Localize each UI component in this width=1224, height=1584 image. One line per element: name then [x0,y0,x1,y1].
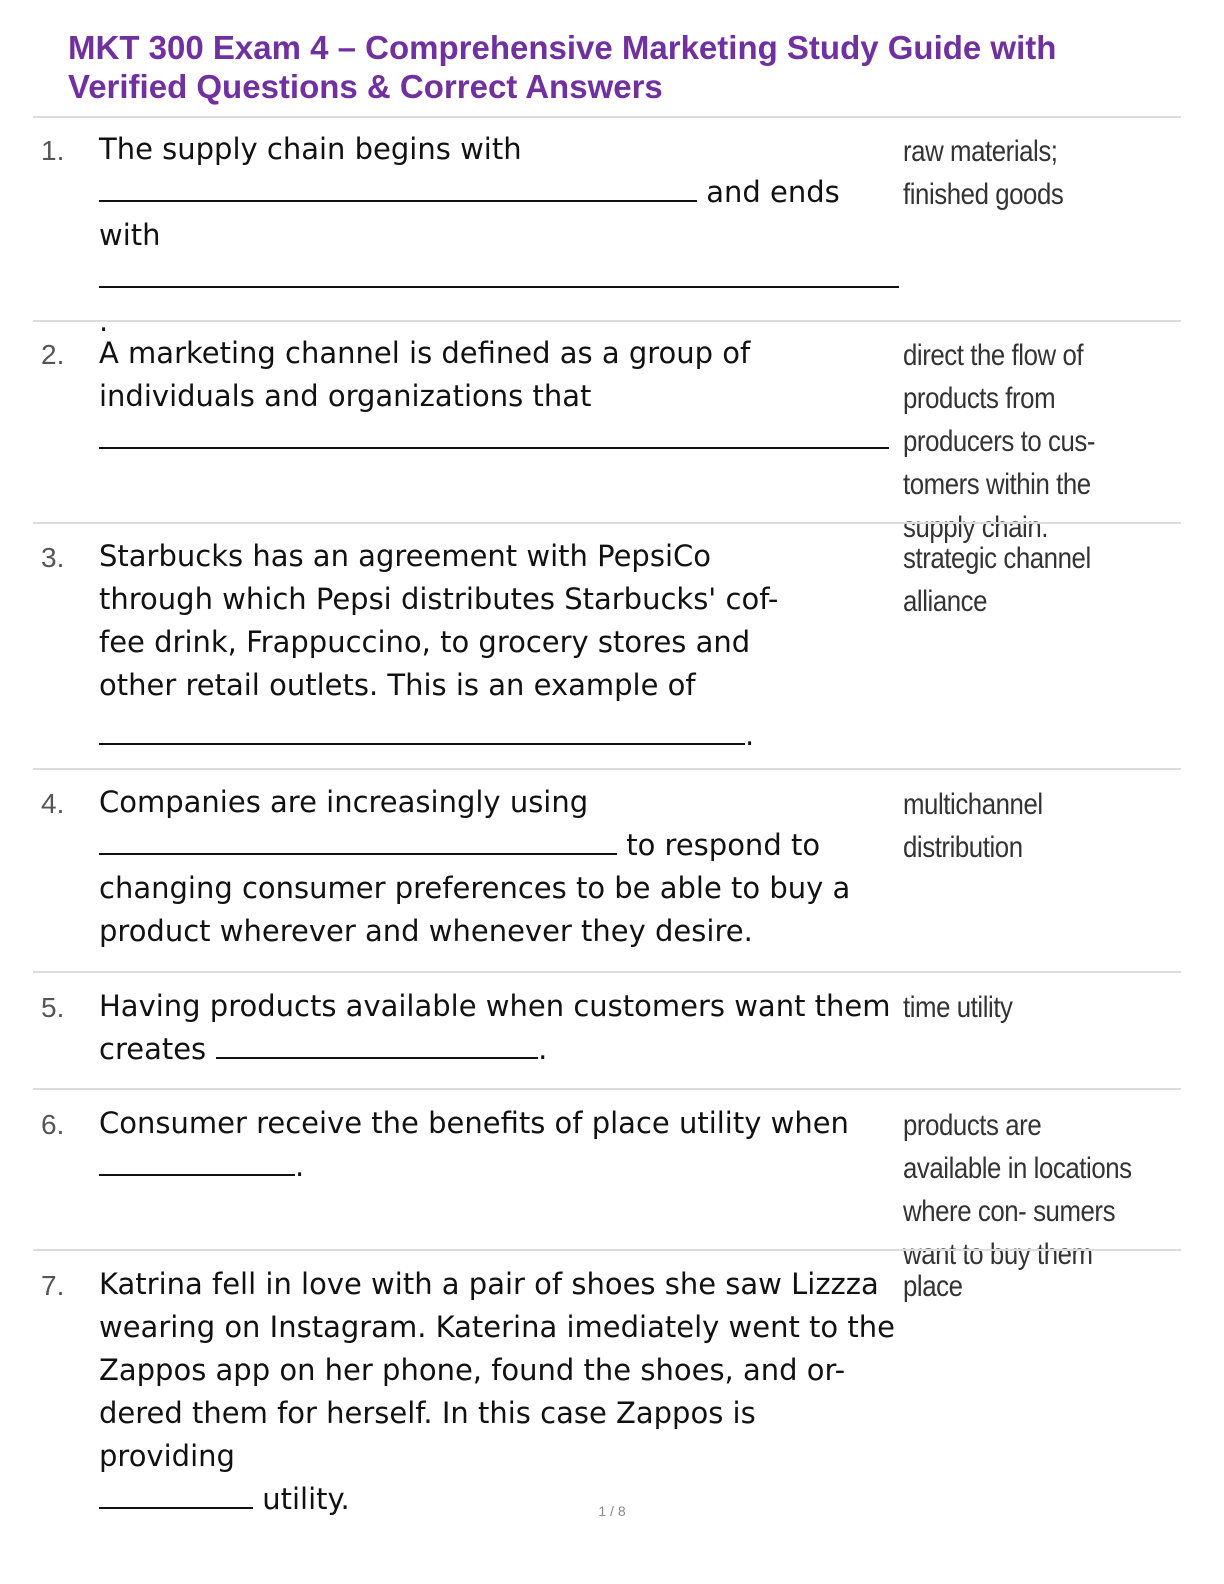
divider [33,116,1181,118]
question-1-text [99,128,899,343]
document-title: MKT 300 Exam 4 – Comprehensive Marketing Study Guide with Verified Questions & Correct Answers [68,29,1057,105]
answer-7: place [903,1270,963,1303]
question-number: 6. [41,1109,65,1140]
answer-blank [99,176,697,202]
question-5-text [99,985,904,1071]
question-text-segment: Consumer receive the benefits of place utility when [99,1106,849,1140]
question-number: 4. [41,788,65,819]
answer-2: direct the flow of products from producers to cus- tomers within the supply chain. [903,339,1096,544]
divider [33,320,1181,322]
answer-blank [99,829,617,855]
answer-1: raw materials; finished goods [903,135,1064,211]
page-indicator: 1 / 8 [598,1503,626,1519]
question-text-segment: The supply chain begins with [99,132,522,166]
answer-3: strategic channel alliance [903,542,1091,618]
answer-blank [216,1033,538,1059]
question-4-text [99,781,899,953]
question-text-segment: utility. [253,1482,350,1516]
question-text-segment: Katrina fell in love with a pair of shoes she saw Lizzza wearing on Instagram. Katerina imediately went to the Zappos app on her phone, found the shoes, and or- dered them for herself. In this case Zappos is providing [99,1267,895,1473]
divider [33,768,1181,770]
question-text-segment: . [99,304,109,338]
divider [33,971,1181,973]
divider [33,1088,1181,1090]
answer-5: time utility [903,991,1013,1024]
question-text-segment: . [745,718,755,752]
divider [33,522,1181,524]
question-number: 5. [41,992,65,1023]
question-text-segment: and ends with [99,175,840,252]
question-number: 7. [41,1270,65,1301]
question-text-segment: . [295,1149,305,1183]
answer-4: multichannel distribution [903,788,1043,864]
divider [33,1249,1181,1251]
answer-blank [99,423,889,449]
question-7-text [99,1263,899,1521]
question-text-segment: Having products available when customers want them creates [99,989,891,1066]
answer-blank [99,719,745,745]
question-number: 2. [41,339,65,370]
question-text-segment: Starbucks has an agreement with PepsiCo through which Pepsi distributes Starbucks' cof- fee drink, Frappuccino, to grocery stores and other retail outlets. This is an example of [99,539,779,702]
question-3-text [99,535,819,757]
question-6-text [99,1102,899,1188]
answer-blank [99,1150,295,1176]
question-number: 3. [41,542,65,573]
question-text-segment: to respond to changing consumer preferences to be able to buy a product wherever and whenever they desire. [99,828,851,948]
question-text-segment: Companies are increasingly using [99,785,589,819]
question-number: 1. [41,135,65,166]
question-text-segment: A marketing channel is defined as a group of individuals and organizations that [99,336,751,413]
answer-blank [99,262,899,288]
question-2-text [99,332,899,461]
question-text-segment: . [538,1032,548,1066]
answer-6: products are available in locations where con- sumers want to buy them [903,1109,1132,1271]
